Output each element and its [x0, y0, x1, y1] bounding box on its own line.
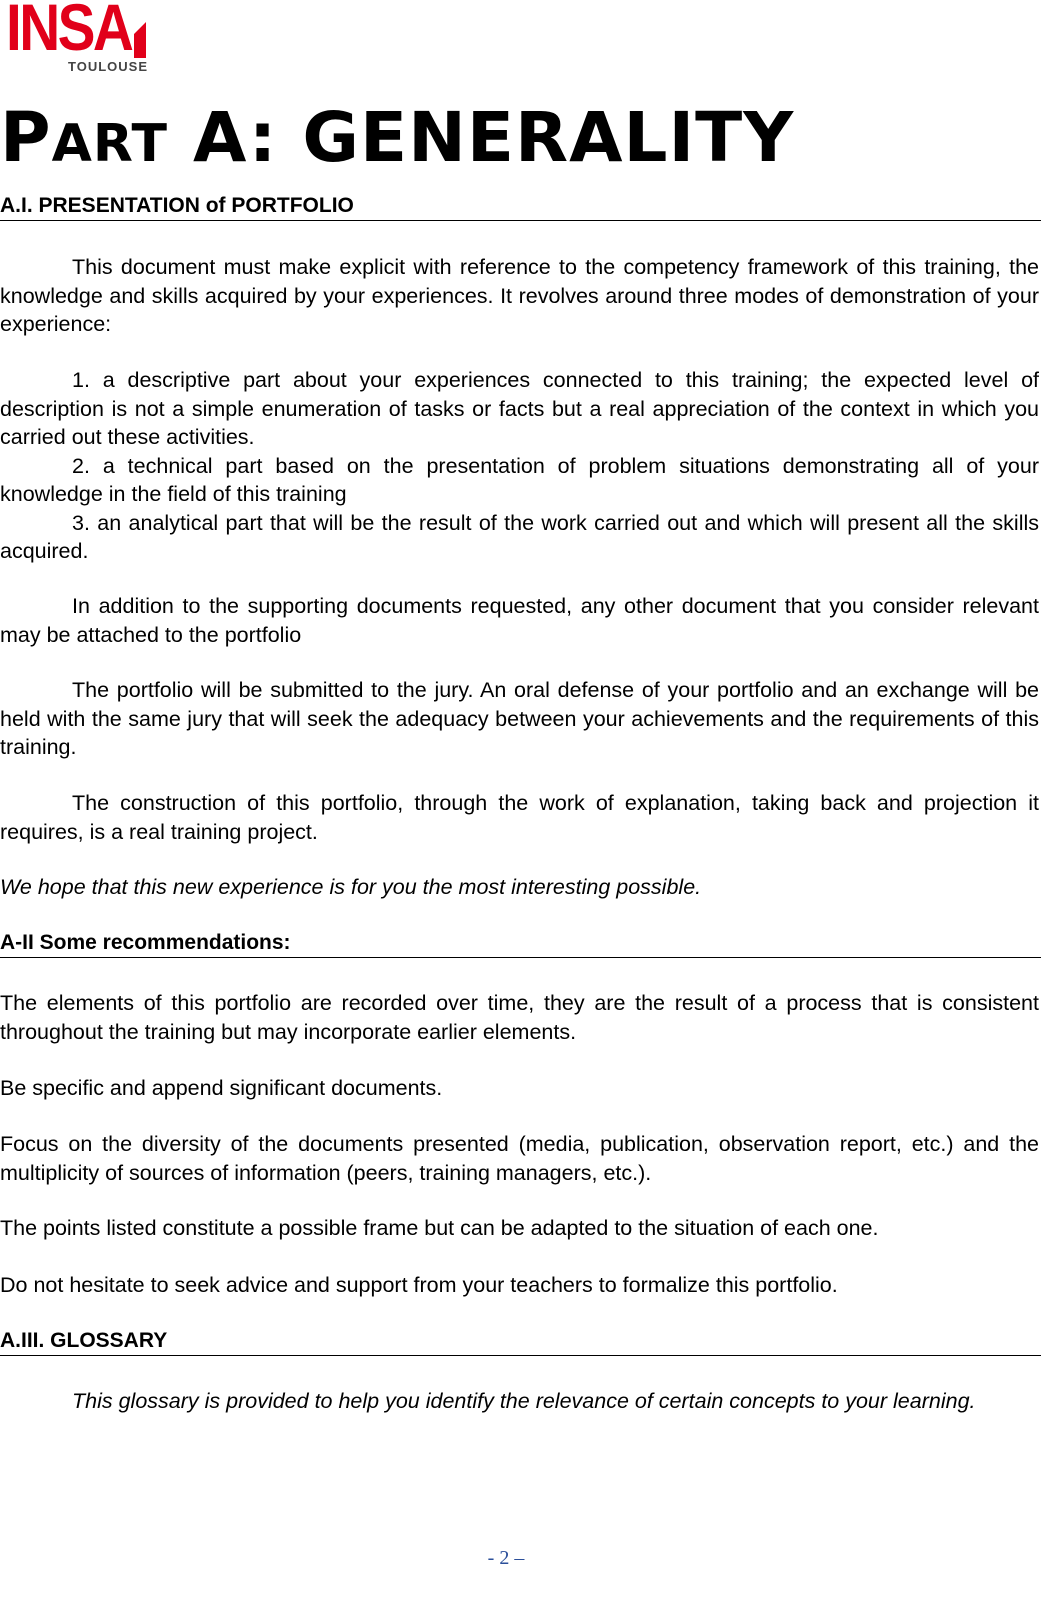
- section-heading-glossary: A.III. GLOSSARY: [0, 1328, 1041, 1356]
- list-item: 2. a technical part based on the presentation of problem situations demonstrating all of your knowledge in the field of this training: [0, 453, 1039, 506]
- recommendation-paragraph: The points listed constitute a possible frame but can be adapted to the situation of each one.: [0, 1216, 879, 1240]
- construction-paragraph: The construction of this portfolio, through the work of explanation, taking back and projection it requires, is a real training project.: [0, 791, 1039, 844]
- logo-wordmark: INSA: [6, 0, 132, 64]
- list-item: 1. a descriptive part about your experiences connected to this training; the expected level of description is not a simple enumeration of tasks or facts but a real appreciation of the context in which you carried out these activities.: [0, 368, 1039, 449]
- page-number: - 2 –: [487, 1547, 525, 1569]
- recommendation-paragraph: The elements of this portfolio are recorded over time, they are the result of a process that is consistent throughout the training but may incorporate earlier elements.: [0, 991, 1039, 1044]
- section-heading-presentation: A.I. PRESENTATION of PORTFOLIO: [0, 193, 1041, 221]
- logo-accent-icon: [134, 4, 146, 58]
- portfolio-intro-paragraph: This document must make explicit with reference to the competency framework of this training, the knowledge and skills acquired by your experiences. It revolves around three modes of demonstration of your experience:: [0, 255, 1039, 336]
- recommendation-paragraph: Do not hesitate to seek advice and support from your teachers to formalize this portfolio.: [0, 1273, 838, 1297]
- recommendation-paragraph: Be specific and append significant documents.: [0, 1076, 443, 1100]
- title-initial: P: [0, 98, 52, 178]
- insa-toulouse-logo: [6, 2, 146, 76]
- demonstration-modes-list: [0, 366, 1039, 566]
- recommendation-paragraph: Focus on the diversity of the documents presented (media, publication, observation report, etc.) and the multiplicity of sources of information (peers, training managers, etc.).: [0, 1132, 1039, 1185]
- logo-city: TOULOUSE: [68, 59, 148, 74]
- additional-documents-paragraph: In addition to the supporting documents requested, any other document that you consider relevant may be attached to the portfolio: [0, 594, 1039, 647]
- title-main: A: GENERALITY: [193, 98, 795, 178]
- glossary-intro-paragraph: This glossary is provided to help you identify the relevance of certain concepts to your learning.: [72, 1389, 976, 1413]
- jury-paragraph: The portfolio will be submitted to the jury. An oral defense of your portfolio and an exchange will be held with the same jury that will seek the adequacy between your achievements and the requirements of this training.: [0, 678, 1039, 759]
- page-title: [0, 98, 795, 178]
- title-small-caps: ART: [51, 114, 168, 174]
- section-heading-recommendations: A-II Some recommendations:: [0, 930, 1041, 958]
- list-item: 3. an analytical part that will be the result of the work carried out and which will present all the skills acquired.: [0, 510, 1039, 563]
- closing-statement: We hope that this new experience is for you the most interesting possible.: [0, 875, 702, 899]
